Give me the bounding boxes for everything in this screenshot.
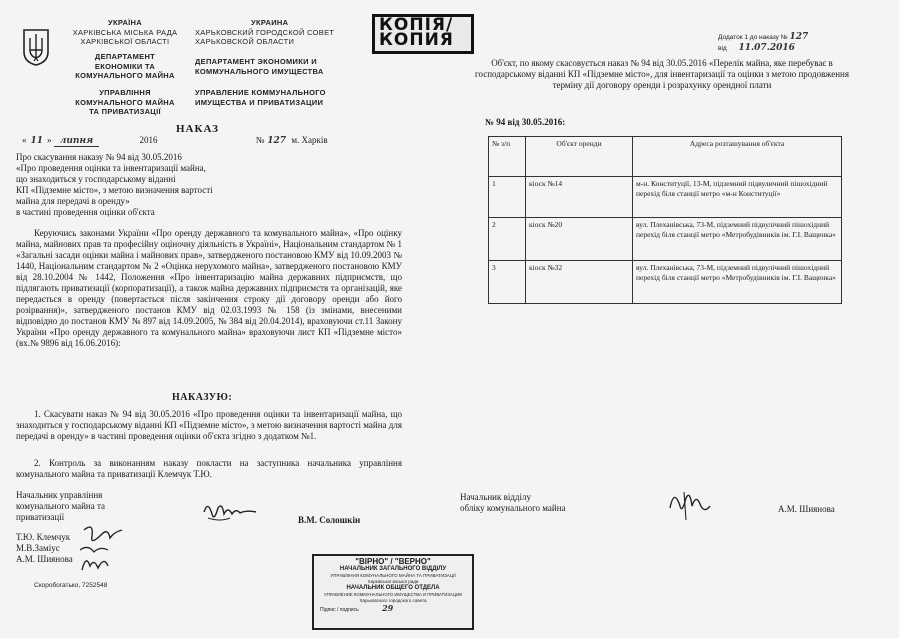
signature-shiyanova-icon [664, 484, 714, 529]
approval-name: А.М. Шиянова [16, 554, 73, 564]
date-year: 2016 [139, 135, 158, 145]
table-cell: вул. Плеханівська, 73-М, підземний підвулічний пішохідний перехід біля станції метро «Метробудівників ім. Г.І. Ващенка» [633, 261, 842, 304]
table-header: Об'єкт оренди [526, 137, 633, 177]
table-cell: 1 [489, 177, 526, 218]
appendix-table [488, 136, 842, 304]
subject-line: КП «Підземне місто», з метою визначення вартості [16, 185, 213, 195]
header-line: ТА ПРИВАТИЗАЦІЇ [89, 107, 161, 116]
signature-soloshkin-icon [200, 498, 260, 531]
stamp-sign-row [314, 604, 472, 614]
executor-note: Скоробогатько, 7252548 [34, 582, 108, 589]
order-title: НАКАЗ [176, 123, 219, 135]
header-line: ХАРЬКОВСКИЙ ГОРОДСКОЙ СОВЕТ [195, 27, 335, 37]
appendix-intro: Об'єкт, по якому скасовується наказ № 94 від 30.05.2016 «Перелік майна, яке перебуває в господарському віданні КП «Підземне місто», для інвентаризації та оцінки з метою продовження терміну дії договору оренди і розрахунку орендної плати [475, 58, 849, 90]
header-line: ХАРКІВСЬКОЇ ОБЛАСТІ [80, 37, 170, 46]
date-prefix: « [22, 135, 27, 145]
appendix-note [718, 32, 888, 54]
stamp-line: Підпис / подпись [320, 607, 359, 613]
appendix-note-line-1 [718, 32, 888, 43]
approval-signatures-icon [74, 520, 134, 585]
stamp-line: Харьковского городского совета [359, 598, 427, 603]
subject-line: майна для передачі в оренду» [16, 196, 130, 206]
stamp-line: УПРАВЛЕНИЕ КОММУНАЛЬНОГО ИМУЩЕСТВА И ПРИВАТИЗАЦИИ [323, 592, 463, 597]
copy-stamp [372, 14, 474, 54]
stamp-date: 29 [382, 603, 394, 613]
order-preamble: Керуючись законами України «Про оренду державного та комунального майна», «Про оцінку майна, майнових прав та професійну оціночну діяльність в Україні», Національним стандартом № 1 «Загальні засади оцінки майна і майнових прав», затвердженого постановою КМУ від 10.09.2003 № 1440, Національним стандартом № 2 «Оцінка нерухомого майна», затвердженого постановою КМУ від 28.10.2004 № 1442, Положення «Про інвентаризацію майна державних підприємств, що підлягають приватизації (корпоратизації), а також майна державних підприємств та організацій, яке передається в оренду (повертається після закінчення строку дії договору оренди або його розірвання)», затвердженого постанов КМУ від 02.03.1993 № 158 (із змінами, внесеними відповідно до постанов КМУ № 897 від 14.09.2005, № 384 від 20.04.2014), враховуючи ст.11 Закону України «Про оренду державного та комунального майна» враховуючи лист КП «Підземне місто» (вх.№ 9896 від 16.06.2016): [16, 228, 402, 348]
header-line: УПРАВЛЕНИЕ КОММУНАЛЬНОГО [195, 88, 326, 97]
header-line: УКРАИНА [251, 18, 289, 27]
header-council-ua [55, 18, 195, 47]
header-line: КОМУНАЛЬНОГО МАЙНА [75, 97, 175, 107]
stamp-line: Харківської міської ради [367, 579, 419, 584]
appendix-signer-title [460, 492, 620, 514]
header-upr-ua [55, 88, 195, 117]
header-upr-ru [195, 88, 355, 107]
appendix-note-label: Додаток 1 до наказу № [718, 34, 788, 41]
coat-of-arms-icon [22, 28, 50, 66]
header-line: КОМУНАЛЬНОГО МАЙНА [75, 71, 175, 80]
subject-line: в частині проведення оцінки об'єкта [16, 207, 155, 217]
header-council-ru [195, 18, 355, 47]
header-line: ИМУЩЕСТВА И ПРИВАТИЗАЦИИ [195, 97, 324, 107]
subject-line: Про скасування наказу № 94 від 30.05.2016 [16, 152, 182, 162]
signer-name: В.М. Солошкін [298, 515, 361, 525]
signer-title-line: комунального майна та [16, 501, 106, 511]
header-line: ЕКОНОМІКИ ТА [94, 61, 156, 71]
appendix-note-date-label: від [718, 45, 727, 52]
appendix-signer-line: Начальник відділу [460, 492, 531, 502]
appendix-note-num: 127 [789, 32, 809, 42]
order-city: м. Харків [291, 135, 328, 145]
order-num-prefix: № [255, 135, 265, 145]
date-mid: » [47, 135, 54, 145]
date-day: 11 [30, 136, 44, 146]
header-line: ДЕПАРТАМЕНТ ЭКОНОМИКИ И [195, 57, 317, 66]
order-subject [16, 152, 266, 218]
appendix-table-wrap [488, 136, 842, 304]
appendix-signer-name: А.М. Шиянова [778, 504, 835, 514]
appendix-note-line-2 [718, 43, 888, 54]
table-cell: вул. Плеханівська, 73-М, підземний підвулічний пішохідний перехід біля станції метро «Метробудівників ім. Г.І. Ващенка» [633, 218, 842, 261]
signer-title [16, 490, 166, 523]
header-dept-ru [195, 57, 355, 76]
table-cell: м-н. Конституції, 13-М, підземний підвуличний пішохідний перехід біля станції метро «м-н Конституції» [633, 177, 842, 218]
order-date-line [22, 135, 352, 147]
copy-stamp-text: КОПІЯ/КОПИЯ [379, 15, 454, 50]
subject-line: що знаходиться у господарському віданні [16, 174, 176, 184]
header-line: КОММУНАЛЬНОГО ИМУЩЕСТВА [195, 66, 324, 76]
header-line: ХАРКІВСЬКА МІСЬКА РАДА [72, 27, 178, 37]
stamp-line: "ВІРНО" / "ВЕРНО" [355, 557, 431, 566]
stamp-line: НАЧАЛЬНИК ОБЩЕГО ОТДЕЛА [346, 585, 440, 591]
table-cell: кіоск №20 [526, 218, 633, 261]
header-line: ДЕПАРТАМЕНТ [94, 52, 156, 61]
approval-name: М.В.Заміус [16, 543, 60, 553]
certified-copy-stamp [312, 554, 474, 630]
table-cell: 2 [489, 218, 526, 261]
table-cell: 3 [489, 261, 526, 304]
header-dept-ua [55, 52, 195, 81]
order-item-2: 2. Контроль за виконанням наказу покласти на заступника начальника управління комунального майна та приватизації Клемчук Т.Ю. [16, 458, 402, 479]
subject-line: «Про проведення оцінки та інвентаризації майна, [16, 163, 206, 173]
table-cell: кіоск №14 [526, 177, 633, 218]
table-row [489, 261, 842, 304]
appendix-ref: № 94 від 30.05.2016: [485, 117, 566, 127]
table-header: № з/п [489, 137, 526, 177]
date-month: липня [54, 136, 99, 147]
table-cell: кіоск №32 [526, 261, 633, 304]
header-line: УПРАВЛІННЯ [99, 88, 151, 97]
header-line: ХАРЬКОВСКОЙ ОБЛАСТИ [195, 37, 295, 46]
stamp-line: УПРАВЛІННЯ КОМУНАЛЬНОГО МАЙНА ТА ПРИВАТИЗАЦІЇ [330, 573, 456, 578]
stamp-line: НАЧАЛЬНИК ЗАГАЛЬНОГО ВІДДІЛУ [339, 566, 447, 572]
order-word: НАКАЗУЮ: [172, 392, 233, 403]
approval-name: Т.Ю. Клемчук [16, 532, 71, 542]
table-header-row [489, 137, 842, 177]
table-header: Адреса розташування об'єкта [633, 137, 842, 177]
signer-title-line: приватизації [16, 512, 65, 522]
signer-title-line: Начальник управління [16, 490, 103, 500]
table-row [489, 177, 842, 218]
order-num: 127 [267, 136, 287, 146]
header-line: УКРАЇНА [107, 18, 142, 27]
table-row [489, 218, 842, 261]
appendix-signer-line: обліку комунального майна [460, 503, 566, 513]
order-item-1: 1. Скасувати наказ № 94 від 30.05.2016 «Про проведення оцінки та інвентаризації майна, що знаходиться у господарському віданні КП «Підземне місто», з метою визначення вартості майна для передачі в оренду» в частині проведення оцінки об'єкта згідно з додатком №1. [16, 409, 402, 441]
appendix-note-date: 11.07.2016 [738, 43, 795, 53]
